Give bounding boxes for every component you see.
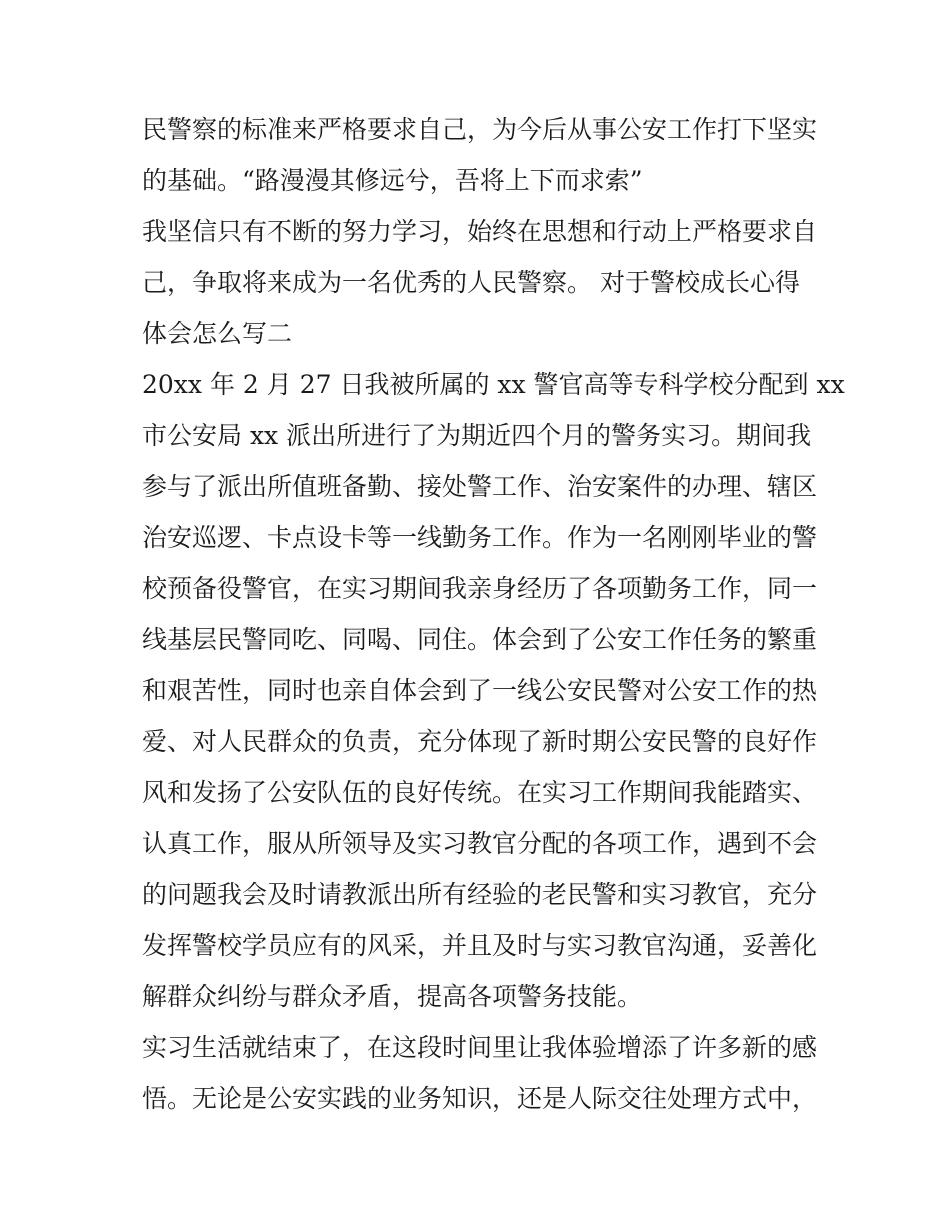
- text-line: 风和发扬了公安队伍的良好传统。在实习工作期间我能踏实、: [142, 778, 818, 807]
- text-line: 实习生活就结束了，在这段时间里让我体验增添了许多新的感: [142, 1033, 818, 1062]
- text-line: 认真工作，服从所领导及实习教官分配的各项工作，遇到不会: [142, 829, 818, 858]
- text-line: 爱、对人民群众的负责，充分体现了新时期公安民警的良好作: [142, 727, 818, 756]
- text-line: 己，争取将来成为一名优秀的人民警察。 对于警校成长心得: [142, 268, 800, 297]
- text-line: 体会怎么写二: [142, 319, 293, 348]
- text-line: 参与了派出所值班备勤、接处警工作、治安案件的办理、辖区: [142, 472, 818, 501]
- text-line: 我坚信只有不断的努力学习，始终在思想和行动上严格要求自: [142, 217, 818, 246]
- text-line: 校预备役警官，在实习期间我亲身经历了各项勤务工作，同一: [142, 574, 818, 603]
- text-line: 治安巡逻、卡点设卡等一线勤务工作。作为一名刚刚毕业的警: [142, 523, 818, 552]
- text-line: 市公安局 xx 派出所进行了为期近四个月的警务实习。期间我: [142, 421, 812, 450]
- text-line: 悟。无论是公安实践的业务知识，还是人际交往处理方式中，: [142, 1084, 818, 1113]
- text-line: 解群众纠纷与群众矛盾，提高各项警务技能。: [142, 982, 643, 1011]
- text-line: 的问题我会及时请教派出所有经验的老民警和实习教官，充分: [142, 880, 818, 909]
- text-line: 民警察的标准来严格要求自己，为今后从事公安工作打下坚实: [142, 115, 818, 144]
- text-line: 的基础。“路漫漫其修远兮，吾将上下而求索”: [142, 166, 643, 195]
- text-line: 线基层民警同吃、同喝、同住。体会到了公安工作任务的繁重: [142, 625, 818, 654]
- text-line: 和艰苦性，同时也亲自体会到了一线公安民警对公安工作的热: [142, 676, 818, 705]
- text-line: 20xx 年 2 月 27 日我被所属的 xx 警官高等专科学校分配到 xx: [142, 370, 845, 399]
- text-line: 发挥警校学员应有的风采，并且及时与实习教官沟通，妥善化: [142, 931, 818, 960]
